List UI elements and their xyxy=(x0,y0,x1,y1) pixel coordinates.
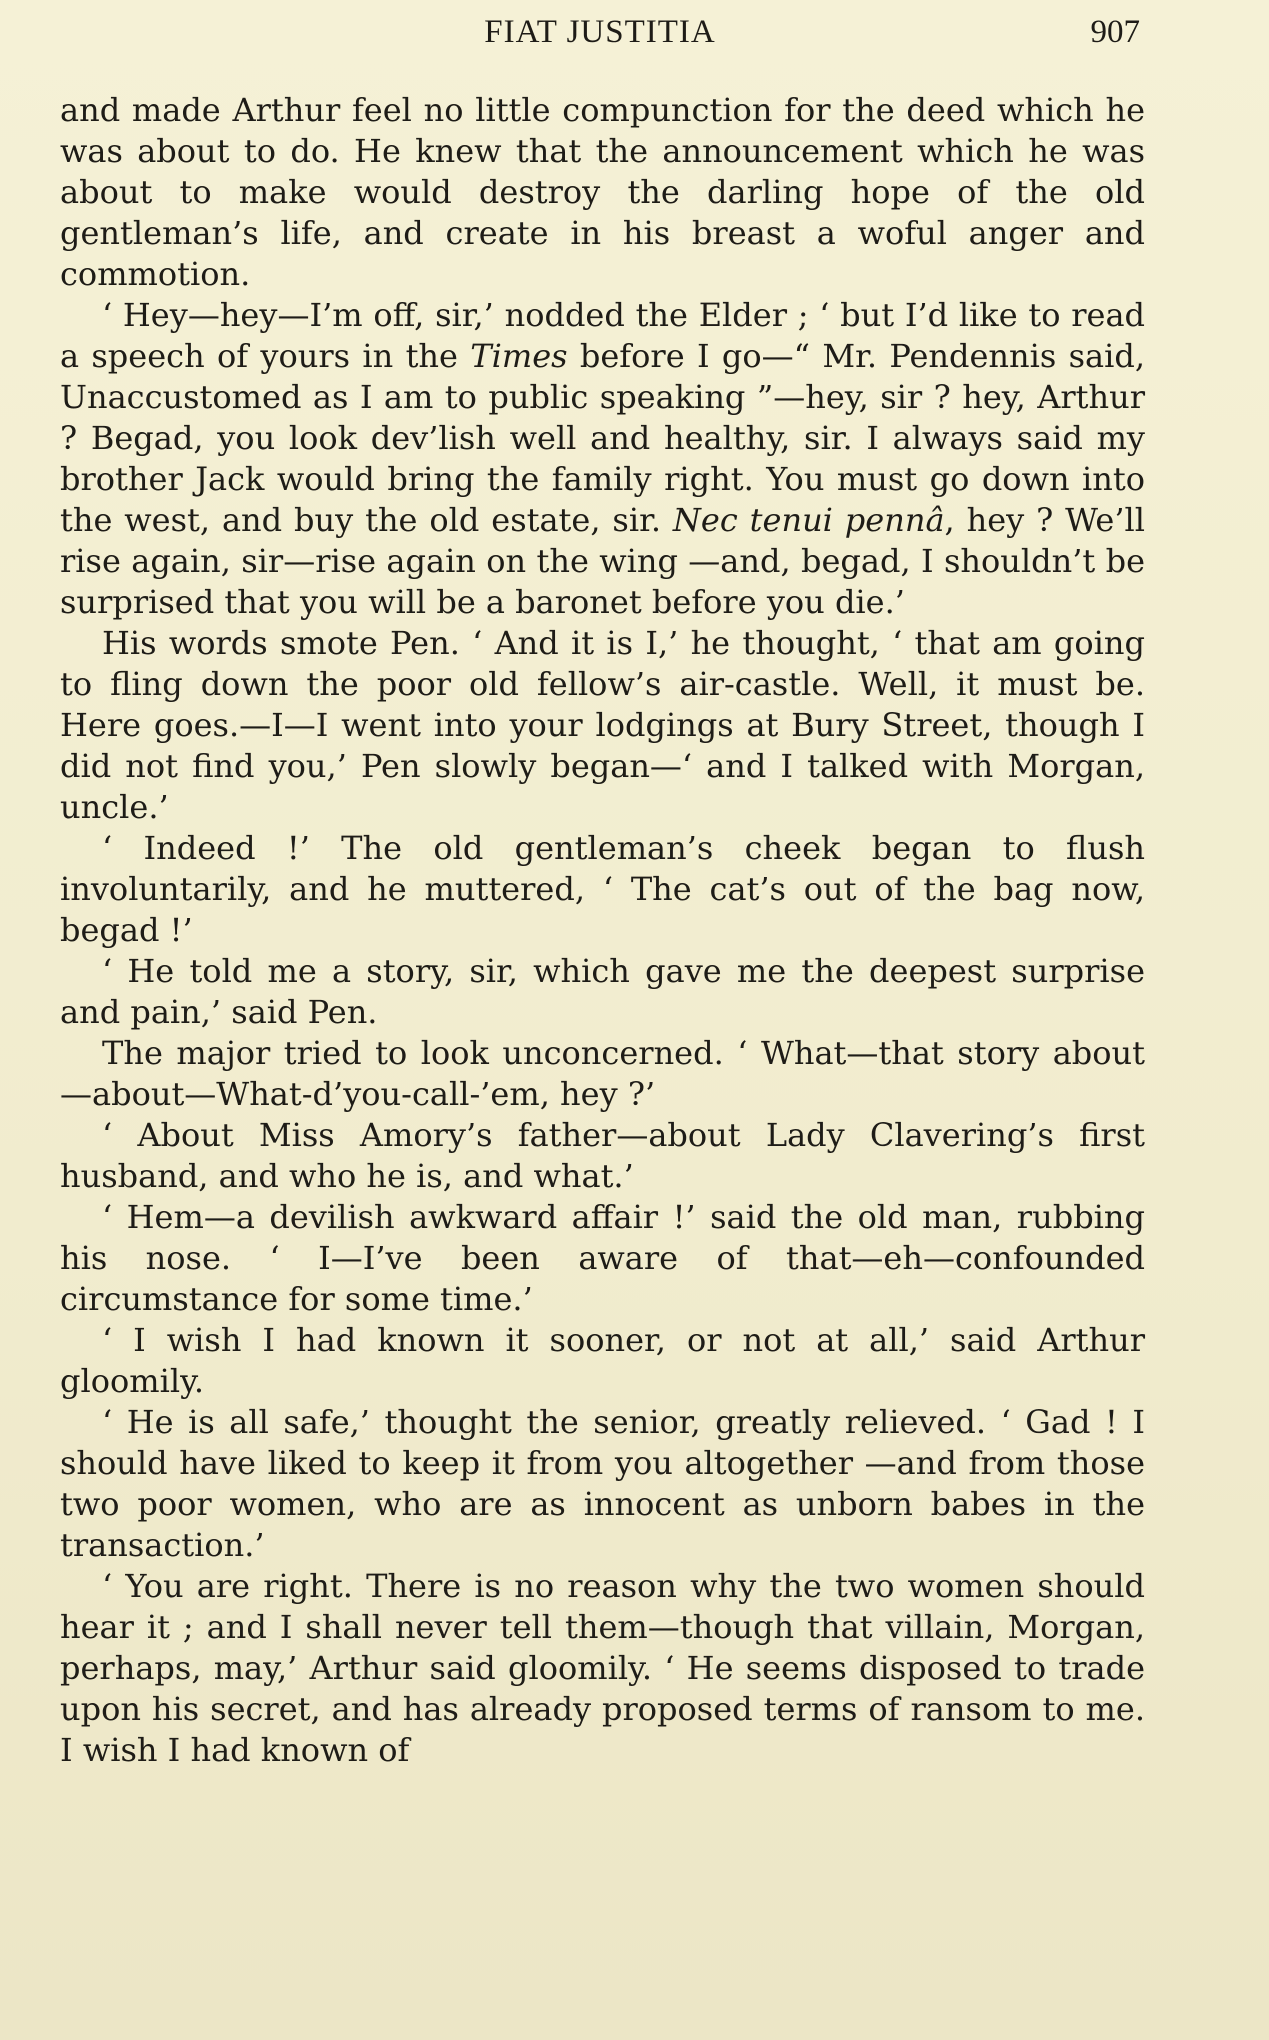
paragraph: and made Arthur feel no little compunction for the deed which he was about to do. He knew that the announcement which he was about to make would destroy the darling hope of the old gentleman’s life, and create in his breast a woful anger and commotion. xyxy=(60,91,1145,293)
paragraph: The major tried to look unconcerned. ‘ What—that story about—about—What-d’you-call-’em, hey ?’ xyxy=(60,1034,1145,1113)
paragraph: ‘ Hem—a devilish awkward affair !’ said the old man, rubbing his nose. ‘ I—I’ve been aware of that—eh—confounded circumstance for some time.’ xyxy=(60,1198,1145,1318)
paragraph: ‘ He is all safe,’ thought the senior, greatly relieved. ‘ Gad ! I should have liked to keep it from you altogether —and from those two poor women, who are as innocent as unborn babes in the transaction.’ xyxy=(60,1403,1145,1564)
page-number: 907 xyxy=(1090,14,1140,50)
paragraph: ‘ About Miss Amory’s father—about Lady Clavering’s first husband, and who he is, and what.’ xyxy=(60,1116,1145,1195)
paragraph xyxy=(60,295,1145,623)
text-run: ‘ Hey—hey—I’m off, sir,’ nodded the Elder ; ‘ but I’d like to read a speech of yours in the xyxy=(60,296,1145,375)
italic-text: Times xyxy=(470,337,568,375)
paragraph: ‘ He told me a story, sir, which gave me the deepest surprise and pain,’ said Pen. xyxy=(60,952,1145,1031)
running-title: FIAT JUSTITIA xyxy=(484,14,716,50)
paragraph: ‘ You are right. There is no reason why the two women should hear it ; and I shall never tell them—though that villain, Morgan, perhaps, may,’ Arthur said gloomily. ‘ He seems disposed to trade upon his secret, and has already proposed terms of ransom to me. I wish I had known of xyxy=(60,1567,1145,1769)
italic-text: Nec tenui pennâ xyxy=(672,501,945,539)
text-run: , hey ? We’ll rise again, sir—rise again on the wing —and, begad, I shouldn’t be surprised that you will be a baronet before you die.’ xyxy=(60,501,1146,621)
text-run: before I go—“ Mr. Pendennis said, Unaccustomed as I am to public speaking ”—hey, sir ? hey, Arthur ? Begad, you look dev’lish well and healthy, sir. I always said my brother Jack would bring the family right. You must go down into the west, and buy the old estate, sir. xyxy=(60,337,1146,539)
running-head xyxy=(60,14,1140,64)
paragraph: ‘ Indeed !’ The old gentleman’s cheek began to flush involuntarily, and he muttered, ‘ The cat’s out of the bag now, begad !’ xyxy=(60,829,1145,949)
body-text xyxy=(60,90,1145,1771)
paragraph: His words smote Pen. ‘ And it is I,’ he thought, ‘ that am going to fling down the poor old fellow’s air-castle. Well, it must be. Here goes.—I—I went into your lodgings at Bury Street, though I did not find you,’ Pen slowly began—‘ and I talked with Morgan, uncle.’ xyxy=(60,624,1145,826)
paragraph: ‘ I wish I had known it sooner, or not at all,’ said Arthur gloomily. xyxy=(60,1321,1145,1400)
